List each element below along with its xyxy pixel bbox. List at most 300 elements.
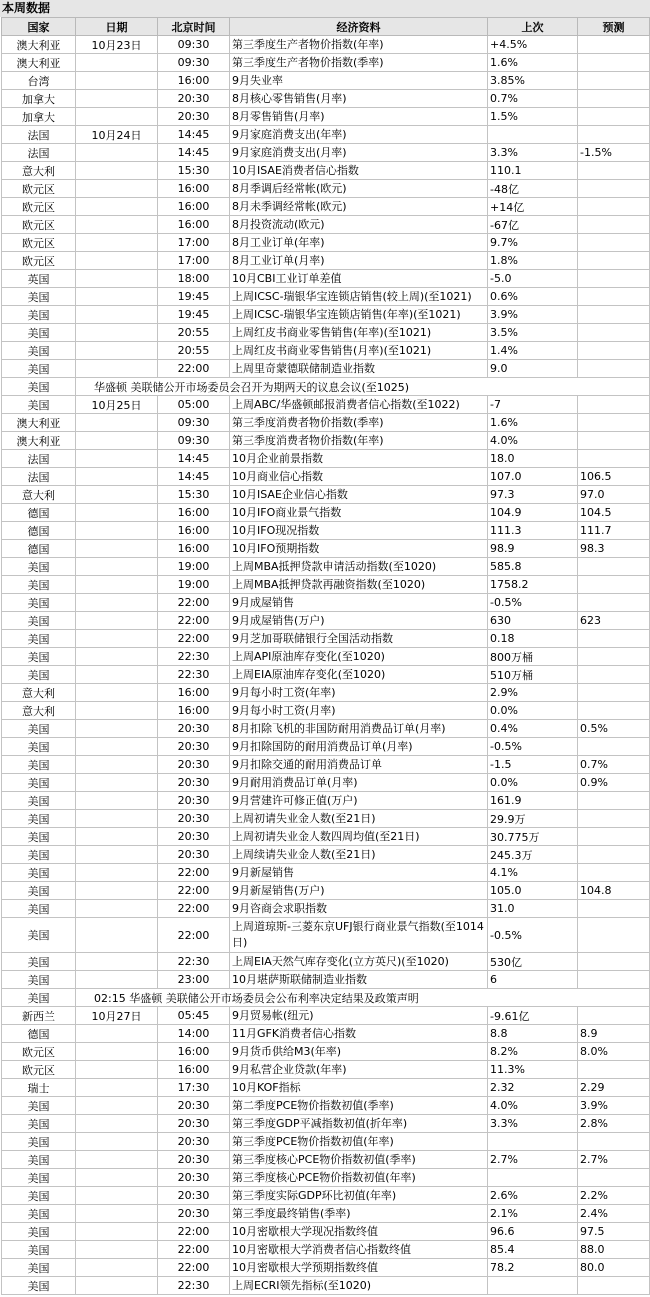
previous-cell: 3.85% bbox=[488, 72, 578, 90]
forecast-cell bbox=[578, 1169, 650, 1187]
forecast-cell bbox=[578, 324, 650, 342]
event-cell: 8月工业订单(月率) bbox=[230, 252, 488, 270]
forecast-cell bbox=[578, 126, 650, 144]
time-cell: 17:00 bbox=[158, 252, 230, 270]
time-cell: 18:00 bbox=[158, 270, 230, 288]
previous-cell: 1758.2 bbox=[488, 576, 578, 594]
event-cell: 上周EIA原油库存变化(至1020) bbox=[230, 666, 488, 684]
event-cell: 10月堪萨斯联储制造业指数 bbox=[230, 971, 488, 989]
event-cell: 8月扣除飞机的非国防耐用消费品订单(月率) bbox=[230, 720, 488, 738]
event-cell: 8月未季调经常帐(欧元) bbox=[230, 198, 488, 216]
table-row bbox=[2, 666, 650, 684]
forecast-cell bbox=[578, 953, 650, 971]
previous-cell: -7 bbox=[488, 396, 578, 414]
table-row bbox=[2, 756, 650, 774]
date-cell bbox=[76, 810, 158, 828]
time-cell: 14:45 bbox=[158, 468, 230, 486]
country-cell: 澳大利亚 bbox=[2, 432, 76, 450]
country-cell: 美国 bbox=[2, 846, 76, 864]
previous-cell: 245.3万 bbox=[488, 846, 578, 864]
previous-cell: 107.0 bbox=[488, 468, 578, 486]
forecast-cell: 106.5 bbox=[578, 468, 650, 486]
time-cell: 16:00 bbox=[158, 1061, 230, 1079]
date-cell bbox=[76, 1115, 158, 1133]
date-cell bbox=[76, 702, 158, 720]
date-cell bbox=[76, 953, 158, 971]
date-cell: 10月25日 bbox=[76, 396, 158, 414]
forecast-cell bbox=[578, 900, 650, 918]
time-cell: 16:00 bbox=[158, 522, 230, 540]
country-cell: 美国 bbox=[2, 378, 76, 396]
country-cell: 美国 bbox=[2, 1097, 76, 1115]
table-row bbox=[2, 684, 650, 702]
date-cell bbox=[76, 90, 158, 108]
previous-cell: 29.9万 bbox=[488, 810, 578, 828]
date-cell bbox=[76, 414, 158, 432]
date-cell bbox=[76, 576, 158, 594]
date-cell bbox=[76, 360, 158, 378]
table-row bbox=[2, 378, 650, 396]
event-cell: 10月ISAE消费者信心指数 bbox=[230, 162, 488, 180]
date-cell bbox=[76, 684, 158, 702]
table-row bbox=[2, 1277, 650, 1295]
table-row bbox=[2, 108, 650, 126]
forecast-cell: 2.8% bbox=[578, 1115, 650, 1133]
date-cell bbox=[76, 882, 158, 900]
country-cell: 欧元区 bbox=[2, 252, 76, 270]
table-row bbox=[2, 1025, 650, 1043]
forecast-cell bbox=[578, 971, 650, 989]
previous-cell: 104.9 bbox=[488, 504, 578, 522]
event-cell: 上周初请失业金人数(至21日) bbox=[230, 810, 488, 828]
time-cell: 20:30 bbox=[158, 1169, 230, 1187]
table-row bbox=[2, 1079, 650, 1097]
previous-cell: 78.2 bbox=[488, 1259, 578, 1277]
event-cell: 上周ICSC-瑞银华宝连锁店销售(年率)(至1021) bbox=[230, 306, 488, 324]
forecast-cell bbox=[578, 54, 650, 72]
date-cell bbox=[76, 306, 158, 324]
table-row bbox=[2, 180, 650, 198]
time-cell: 22:00 bbox=[158, 1241, 230, 1259]
previous-cell: 2.6% bbox=[488, 1187, 578, 1205]
previous-cell: 1.8% bbox=[488, 252, 578, 270]
forecast-cell: 8.0% bbox=[578, 1043, 650, 1061]
event-cell: 9月贸易帐(纽元) bbox=[230, 1007, 488, 1025]
previous-cell: 0.0% bbox=[488, 774, 578, 792]
date-cell bbox=[76, 1151, 158, 1169]
time-cell: 23:00 bbox=[158, 971, 230, 989]
date-cell bbox=[76, 918, 158, 953]
forecast-cell bbox=[578, 684, 650, 702]
time-cell: 20:30 bbox=[158, 828, 230, 846]
forecast-cell bbox=[578, 450, 650, 468]
table-row bbox=[2, 270, 650, 288]
date-cell bbox=[76, 252, 158, 270]
time-cell: 22:00 bbox=[158, 900, 230, 918]
previous-cell: 4.0% bbox=[488, 1097, 578, 1115]
country-cell: 意大利 bbox=[2, 486, 76, 504]
table-row bbox=[2, 72, 650, 90]
country-cell: 美国 bbox=[2, 900, 76, 918]
table-row bbox=[2, 1133, 650, 1151]
time-cell: 14:00 bbox=[158, 1025, 230, 1043]
date-cell bbox=[76, 288, 158, 306]
table-row bbox=[2, 522, 650, 540]
forecast-cell bbox=[578, 108, 650, 126]
table-row bbox=[2, 90, 650, 108]
time-cell: 16:00 bbox=[158, 702, 230, 720]
forecast-cell bbox=[578, 36, 650, 54]
spanning-event-cell: 02:15 华盛顿 美联储公开市场委员会公布利率决定结果及政策声明 bbox=[76, 989, 650, 1007]
country-cell: 澳大利亚 bbox=[2, 54, 76, 72]
event-cell: 9月家庭消费支出(年率) bbox=[230, 126, 488, 144]
previous-cell: 1.6% bbox=[488, 414, 578, 432]
event-cell: 第三季度最终销售(季率) bbox=[230, 1205, 488, 1223]
time-cell: 22:00 bbox=[158, 1223, 230, 1241]
event-cell: 上周红皮书商业零售销售(年率)(至1021) bbox=[230, 324, 488, 342]
time-cell: 22:00 bbox=[158, 882, 230, 900]
date-cell bbox=[76, 198, 158, 216]
previous-cell: -67亿 bbox=[488, 216, 578, 234]
date-cell bbox=[76, 1061, 158, 1079]
previous-cell: 3.5% bbox=[488, 324, 578, 342]
country-cell: 美国 bbox=[2, 1241, 76, 1259]
date-cell bbox=[76, 486, 158, 504]
event-cell: 第三季度PCE物价指数初值(年率) bbox=[230, 1133, 488, 1151]
country-cell: 美国 bbox=[2, 810, 76, 828]
event-cell: 上周EIA天然气库存变化(立方英尺)(至1020) bbox=[230, 953, 488, 971]
previous-cell bbox=[488, 1277, 578, 1295]
country-cell: 美国 bbox=[2, 989, 76, 1007]
table-row bbox=[2, 720, 650, 738]
country-cell: 美国 bbox=[2, 1223, 76, 1241]
country-cell: 澳大利亚 bbox=[2, 414, 76, 432]
previous-cell: 0.0% bbox=[488, 702, 578, 720]
date-cell bbox=[76, 54, 158, 72]
date-cell bbox=[76, 1277, 158, 1295]
previous-cell: -0.5% bbox=[488, 918, 578, 953]
table-row bbox=[2, 594, 650, 612]
table-row bbox=[2, 504, 650, 522]
country-cell: 法国 bbox=[2, 126, 76, 144]
date-cell bbox=[76, 900, 158, 918]
date-cell: 10月23日 bbox=[76, 36, 158, 54]
country-cell: 新西兰 bbox=[2, 1007, 76, 1025]
previous-cell: 8.8 bbox=[488, 1025, 578, 1043]
time-cell: 16:00 bbox=[158, 684, 230, 702]
previous-cell: 1.5% bbox=[488, 108, 578, 126]
time-cell: 19:45 bbox=[158, 306, 230, 324]
country-cell: 意大利 bbox=[2, 162, 76, 180]
time-cell: 17:30 bbox=[158, 1079, 230, 1097]
country-cell: 美国 bbox=[2, 828, 76, 846]
time-cell: 09:30 bbox=[158, 36, 230, 54]
forecast-cell: 2.7% bbox=[578, 1151, 650, 1169]
forecast-cell bbox=[578, 396, 650, 414]
country-cell: 美国 bbox=[2, 1169, 76, 1187]
event-cell: 10月ISAE企业信心指数 bbox=[230, 486, 488, 504]
time-cell: 20:30 bbox=[158, 1133, 230, 1151]
time-cell: 22:30 bbox=[158, 1277, 230, 1295]
event-cell: 9月货币供给M3(年率) bbox=[230, 1043, 488, 1061]
event-cell: 9月每小时工资(月率) bbox=[230, 702, 488, 720]
date-cell bbox=[76, 1133, 158, 1151]
time-cell: 22:00 bbox=[158, 1259, 230, 1277]
previous-cell: 3.3% bbox=[488, 1115, 578, 1133]
date-cell bbox=[76, 594, 158, 612]
table-row bbox=[2, 360, 650, 378]
country-cell: 美国 bbox=[2, 1259, 76, 1277]
table-row bbox=[2, 1043, 650, 1061]
forecast-cell: 0.9% bbox=[578, 774, 650, 792]
event-cell: 9月私营企业贷款(年率) bbox=[230, 1061, 488, 1079]
forecast-cell bbox=[578, 1277, 650, 1295]
previous-cell: 2.1% bbox=[488, 1205, 578, 1223]
forecast-cell bbox=[578, 216, 650, 234]
previous-cell: 4.1% bbox=[488, 864, 578, 882]
forecast-cell: 104.8 bbox=[578, 882, 650, 900]
forecast-cell bbox=[578, 864, 650, 882]
forecast-cell: 97.5 bbox=[578, 1223, 650, 1241]
time-cell: 15:30 bbox=[158, 162, 230, 180]
country-cell: 美国 bbox=[2, 1277, 76, 1295]
event-cell: 9月成屋销售 bbox=[230, 594, 488, 612]
table-row bbox=[2, 1097, 650, 1115]
country-cell: 意大利 bbox=[2, 684, 76, 702]
country-cell: 美国 bbox=[2, 918, 76, 953]
previous-cell: -0.5% bbox=[488, 738, 578, 756]
forecast-cell: 0.7% bbox=[578, 756, 650, 774]
date-cell bbox=[76, 648, 158, 666]
table-row bbox=[2, 630, 650, 648]
forecast-cell: 88.0 bbox=[578, 1241, 650, 1259]
col-header-beijing-time: 北京时间 bbox=[158, 18, 230, 36]
previous-cell: 2.7% bbox=[488, 1151, 578, 1169]
previous-cell: 11.3% bbox=[488, 1061, 578, 1079]
date-cell bbox=[76, 846, 158, 864]
date-cell: 10月24日 bbox=[76, 126, 158, 144]
table-row bbox=[2, 540, 650, 558]
country-cell: 美国 bbox=[2, 594, 76, 612]
forecast-cell bbox=[578, 432, 650, 450]
col-header-forecast: 预测 bbox=[578, 18, 650, 36]
previous-cell: 0.18 bbox=[488, 630, 578, 648]
col-header-economic-data: 经济资料 bbox=[230, 18, 488, 36]
forecast-cell bbox=[578, 810, 650, 828]
event-cell: 10月KOF指标 bbox=[230, 1079, 488, 1097]
date-cell bbox=[76, 1205, 158, 1223]
previous-cell: 31.0 bbox=[488, 900, 578, 918]
time-cell: 20:30 bbox=[158, 90, 230, 108]
event-cell: 9月扣除国防的耐用消费品订单(月率) bbox=[230, 738, 488, 756]
forecast-cell: 8.9 bbox=[578, 1025, 650, 1043]
previous-cell: +4.5% bbox=[488, 36, 578, 54]
previous-cell: 2.32 bbox=[488, 1079, 578, 1097]
previous-cell: -9.61亿 bbox=[488, 1007, 578, 1025]
time-cell: 16:00 bbox=[158, 540, 230, 558]
table-row bbox=[2, 1169, 650, 1187]
date-cell bbox=[76, 864, 158, 882]
table-row bbox=[2, 1187, 650, 1205]
date-cell bbox=[76, 216, 158, 234]
country-cell: 美国 bbox=[2, 324, 76, 342]
table-row bbox=[2, 738, 650, 756]
date-cell bbox=[76, 1187, 158, 1205]
previous-cell: 96.6 bbox=[488, 1223, 578, 1241]
time-cell: 17:00 bbox=[158, 234, 230, 252]
time-cell: 20:30 bbox=[158, 1151, 230, 1169]
forecast-cell: 2.29 bbox=[578, 1079, 650, 1097]
time-cell: 20:30 bbox=[158, 1115, 230, 1133]
previous-cell: 9.7% bbox=[488, 234, 578, 252]
date-cell bbox=[76, 144, 158, 162]
event-cell: 第三季度生产者物价指数(年率) bbox=[230, 36, 488, 54]
time-cell: 16:00 bbox=[158, 1043, 230, 1061]
event-cell: 9月耐用消费品订单(月率) bbox=[230, 774, 488, 792]
date-cell bbox=[76, 1169, 158, 1187]
event-cell: 上周MBA抵押贷款再融资指数(至1020) bbox=[230, 576, 488, 594]
time-cell: 19:00 bbox=[158, 576, 230, 594]
forecast-cell bbox=[578, 918, 650, 953]
event-cell: 第三季度核心PCE物价指数初值(年率) bbox=[230, 1169, 488, 1187]
event-cell: 10月商业信心指数 bbox=[230, 468, 488, 486]
forecast-cell bbox=[578, 648, 650, 666]
table-row bbox=[2, 953, 650, 971]
country-cell: 美国 bbox=[2, 953, 76, 971]
country-cell: 美国 bbox=[2, 864, 76, 882]
country-cell: 美国 bbox=[2, 306, 76, 324]
event-cell: 10月密歇根大学现况指数终值 bbox=[230, 1223, 488, 1241]
country-cell: 美国 bbox=[2, 612, 76, 630]
table-row bbox=[2, 432, 650, 450]
previous-cell: 0.4% bbox=[488, 720, 578, 738]
country-cell: 美国 bbox=[2, 1115, 76, 1133]
country-cell: 德国 bbox=[2, 522, 76, 540]
previous-cell: 3.3% bbox=[488, 144, 578, 162]
date-cell bbox=[76, 1259, 158, 1277]
time-cell: 16:00 bbox=[158, 72, 230, 90]
time-cell: 16:00 bbox=[158, 198, 230, 216]
table-row bbox=[2, 774, 650, 792]
date-cell bbox=[76, 342, 158, 360]
forecast-cell: 80.0 bbox=[578, 1259, 650, 1277]
table-row bbox=[2, 612, 650, 630]
date-cell bbox=[76, 1241, 158, 1259]
date-cell bbox=[76, 1223, 158, 1241]
event-cell: 9月芝加哥联储银行全国活动指数 bbox=[230, 630, 488, 648]
previous-cell: 4.0% bbox=[488, 432, 578, 450]
forecast-cell bbox=[578, 594, 650, 612]
time-cell: 20:30 bbox=[158, 738, 230, 756]
table-row bbox=[2, 1241, 650, 1259]
time-cell: 22:00 bbox=[158, 864, 230, 882]
previous-cell bbox=[488, 1169, 578, 1187]
event-cell: 上周ECRI领先指标(至1020) bbox=[230, 1277, 488, 1295]
event-cell: 第三季度GDP平减指数初值(折年率) bbox=[230, 1115, 488, 1133]
forecast-cell: 97.0 bbox=[578, 486, 650, 504]
date-cell bbox=[76, 666, 158, 684]
date-cell bbox=[76, 180, 158, 198]
previous-cell: 2.9% bbox=[488, 684, 578, 702]
time-cell: 22:00 bbox=[158, 594, 230, 612]
time-cell: 20:30 bbox=[158, 774, 230, 792]
country-cell: 德国 bbox=[2, 1025, 76, 1043]
date-cell bbox=[76, 522, 158, 540]
event-cell: 第三季度消费者物价指数(年率) bbox=[230, 432, 488, 450]
forecast-cell bbox=[578, 738, 650, 756]
previous-cell: +14亿 bbox=[488, 198, 578, 216]
forecast-cell: 2.2% bbox=[578, 1187, 650, 1205]
date-cell bbox=[76, 324, 158, 342]
time-cell: 22:30 bbox=[158, 648, 230, 666]
event-cell: 10月密歇根大学消费者信心指数终值 bbox=[230, 1241, 488, 1259]
country-cell: 德国 bbox=[2, 540, 76, 558]
country-cell: 美国 bbox=[2, 288, 76, 306]
time-cell: 20:30 bbox=[158, 756, 230, 774]
country-cell: 美国 bbox=[2, 576, 76, 594]
time-cell: 16:00 bbox=[158, 504, 230, 522]
table-row bbox=[2, 1061, 650, 1079]
previous-cell: 110.1 bbox=[488, 162, 578, 180]
event-cell: 第三季度核心PCE物价指数初值(季率) bbox=[230, 1151, 488, 1169]
event-cell: 上周ICSC-瑞银华宝连锁店销售(较上周)(至1021) bbox=[230, 288, 488, 306]
forecast-cell bbox=[578, 792, 650, 810]
event-cell: 上周MBA抵押贷款申请活动指数(至1020) bbox=[230, 558, 488, 576]
table-row bbox=[2, 144, 650, 162]
forecast-cell bbox=[578, 630, 650, 648]
date-cell bbox=[76, 504, 158, 522]
forecast-cell bbox=[578, 558, 650, 576]
previous-cell: 530亿 bbox=[488, 953, 578, 971]
forecast-cell: 2.4% bbox=[578, 1205, 650, 1223]
table-row bbox=[2, 288, 650, 306]
previous-cell: 585.8 bbox=[488, 558, 578, 576]
event-cell: 第三季度生产者物价指数(季率) bbox=[230, 54, 488, 72]
table-row bbox=[2, 971, 650, 989]
time-cell: 22:00 bbox=[158, 612, 230, 630]
header-row bbox=[2, 18, 650, 36]
date-cell bbox=[76, 630, 158, 648]
time-cell: 20:30 bbox=[158, 810, 230, 828]
event-cell: 第三季度消费者物价指数(季率) bbox=[230, 414, 488, 432]
previous-cell: 30.775万 bbox=[488, 828, 578, 846]
country-cell: 美国 bbox=[2, 756, 76, 774]
date-cell bbox=[76, 1025, 158, 1043]
forecast-cell bbox=[578, 1133, 650, 1151]
forecast-cell: 104.5 bbox=[578, 504, 650, 522]
time-cell: 20:55 bbox=[158, 342, 230, 360]
table-row bbox=[2, 828, 650, 846]
forecast-cell bbox=[578, 270, 650, 288]
time-cell: 09:30 bbox=[158, 432, 230, 450]
country-cell: 美国 bbox=[2, 342, 76, 360]
country-cell: 美国 bbox=[2, 738, 76, 756]
previous-cell: 8.2% bbox=[488, 1043, 578, 1061]
table-row bbox=[2, 198, 650, 216]
table-row bbox=[2, 918, 650, 953]
country-cell: 加拿大 bbox=[2, 108, 76, 126]
event-cell: 上周API原油库存变化(至1020) bbox=[230, 648, 488, 666]
table-row bbox=[2, 234, 650, 252]
date-cell: 10月27日 bbox=[76, 1007, 158, 1025]
country-cell: 美国 bbox=[2, 792, 76, 810]
previous-cell: 0.6% bbox=[488, 288, 578, 306]
forecast-cell bbox=[578, 180, 650, 198]
table-row bbox=[2, 252, 650, 270]
date-cell bbox=[76, 828, 158, 846]
date-cell bbox=[76, 540, 158, 558]
table-row bbox=[2, 216, 650, 234]
